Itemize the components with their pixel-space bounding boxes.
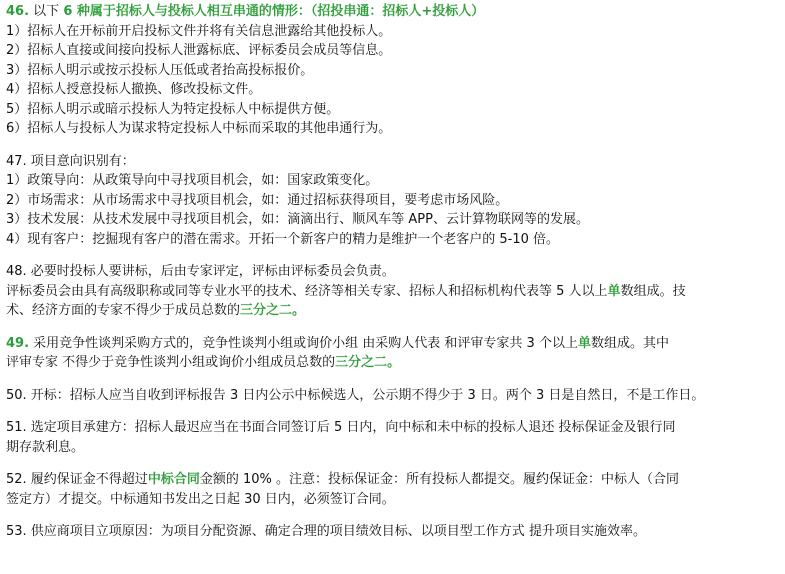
paragraph-gap (6, 509, 785, 522)
text-run: 金额的 10% 。注意：投标保证金：所有投标人都提交。履约保证金：中标人（合同 (199, 472, 679, 487)
paragraph-gap (6, 457, 785, 470)
list-item: 6）招标人与投标人为谋求特定投标人中标而采取的其他串通行为。 (6, 121, 392, 136)
text-run: 数组成。技 (620, 283, 686, 299)
section-52-line (6, 470, 785, 490)
heading-prefix: 以下 (33, 4, 64, 19)
list-item: 4）现有客户：挖掘现有客户的潜在需求。开拓一个新客户的精力是维护一个老客户的 5-10 倍。 (6, 231, 560, 247)
list-item: 5）招标人明示或暗示投标人为特定投标人中标提供方便。 (6, 101, 340, 117)
paragraph-gap (6, 321, 785, 334)
list-item: 2）市场需求：从市场需求中寻找项目机会，如：通过招标获得项目，要考虑市场风险。 (6, 192, 509, 208)
paragraph-gap (6, 249, 785, 262)
text-run: 采用竞争性谈判采购方式的，竞争性谈判小组或询价小组 由采购人代表 和评审专家共 3 个以上 (29, 335, 578, 351)
section-51-line: 期存款利息。 (6, 439, 85, 455)
text-run: 52. 履约保证金不得超过 (6, 472, 148, 487)
text-run: 评审专家 不得少于竞争性谈判小组或询价小组成员总数的 (6, 355, 336, 370)
highlight-contract: 中标合同 (147, 472, 200, 487)
list-item: 1）政策导向：从政策导向中寻找项目机会，如：国家政策变化。 (6, 173, 379, 188)
section-48-line (6, 301, 785, 321)
heading-highlight: 6 种属于招标人与投标人相互串通的情形：（招投串通：招标人+投标人） (63, 4, 485, 19)
section-50-line: 50. 开标：招标人应当自收到评标报告 3 日内公示中标候选人，公示期不得少于 3 日。两个 3 日是自然日，不是工作日。 (6, 387, 705, 403)
list-item: 4）招标人授意投标人撤换、修改投标文件。 (6, 82, 262, 97)
paragraph-gap (6, 405, 785, 418)
list-item: 3）招标人明示或按示投标人压低或者抬高投标报价。 (6, 62, 314, 78)
item-number: 46. (6, 4, 30, 19)
text-run: 评标委员会由具有高级职称或同等专业水平的技术、经济等相关专家、招标人和招标机构代表等 5 人以上 (6, 283, 608, 299)
section-51-line: 51. 选定项目承建方：招标人最迟应当在书面合同签订后 5 日内，向中标和未中标的投标人退还 投标保证金及银行同 (6, 420, 676, 435)
list-item: 1）招标人在开标前开启投标文件并将有关信息泄露给其他投标人。 (6, 23, 392, 39)
section-48-line (6, 282, 785, 302)
highlight-two-thirds: 三分之二。 (240, 303, 306, 318)
section-47-heading: 47. 项目意向识别有： (6, 153, 135, 169)
section-53-line: 53. 供应商项目立项原因：为项目分配资源、确定合理的项目绩效目标、以项目型工作方式 提升项目实施效率。 (6, 524, 646, 539)
section-49-line (6, 334, 785, 354)
text-run: 术、经济方面的专家不得少于成员总数的 (6, 303, 241, 318)
section-52-line: 签定方）才提交。中标通知书发出之日起 30 日内，必须签订合同。 (6, 491, 395, 507)
section-48-line: 48. 必要时投标人要讲标，后由专家评定，评标由评标委员会负责。 (6, 264, 395, 279)
section-49-line (6, 353, 785, 373)
section-46-heading (6, 2, 785, 22)
list-item: 2）招标人直接或间接向投标人泄露标底、评标委员会成员等信息。 (6, 43, 392, 58)
highlight-two-thirds: 三分之二。 (335, 355, 401, 370)
highlight-odd: 单 (577, 335, 591, 351)
paragraph-gap (6, 373, 785, 386)
item-number: 49. (6, 335, 30, 351)
list-item: 3）技术发展：从技术发展中寻找项目机会，如：滴滴出行、顺风车等 APP、云计算物联网等的发展。 (6, 212, 589, 227)
highlight-odd: 单 (607, 283, 621, 299)
paragraph-gap (6, 139, 785, 152)
text-run: 数组成。其中 (590, 335, 669, 351)
